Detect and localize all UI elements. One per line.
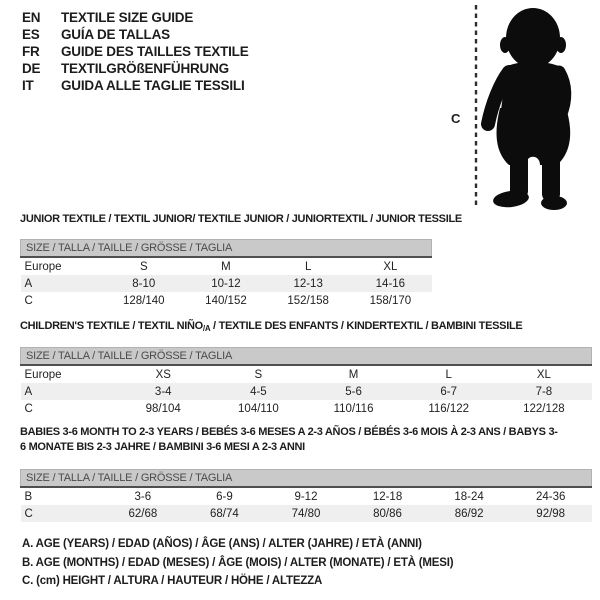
size-header-row [21, 240, 432, 258]
size-value: XL [383, 260, 398, 273]
language-code: IT [22, 78, 34, 93]
table-row [21, 487, 592, 505]
table-row [21, 383, 592, 400]
size-value: XS [155, 368, 171, 381]
size-value: 86/92 [428, 505, 510, 522]
size-value: 3-6 [134, 490, 152, 503]
size-value: 62/68 [102, 505, 184, 522]
row-label: C [24, 402, 33, 415]
section-title [20, 212, 462, 239]
baby-silhouette-icon [488, 8, 570, 210]
size-value: 68/74 [184, 505, 266, 522]
language-code: EN [22, 10, 41, 25]
size-value: 6-9 [216, 490, 233, 503]
size-header-row [21, 470, 592, 488]
size-value: 92/98 [510, 505, 592, 522]
size-value: 18-24 [454, 490, 484, 503]
guide-title: GUIDE DES TAILLES TEXTILE [61, 44, 249, 59]
size-value: 80/86 [347, 505, 429, 522]
size-value: M [348, 368, 359, 381]
size-table [20, 469, 592, 522]
size-value: 74/80 [265, 505, 347, 522]
size-table [20, 239, 432, 309]
footnote: A. AGE (YEARS) / EDAD (AÑOS) / ÂGE (ANS) / ALTER (JAHRE) / ETÀ (ANNI) [22, 538, 422, 550]
guide-title: GUÍA DE TALLAS [61, 27, 170, 42]
section-title-text: / TEXTILE DES ENFANTS / KINDERTEXTIL / BAMBINI TESSILE [210, 320, 523, 332]
size-section [20, 319, 592, 417]
language-row [22, 60, 249, 77]
size-value: S [139, 260, 148, 273]
size-value: 140/152 [205, 294, 247, 307]
size-value: 4-5 [211, 383, 306, 400]
size-section [20, 425, 592, 522]
size-value: 3-4 [116, 383, 211, 400]
row-label: C [21, 505, 103, 522]
size-value: L [445, 368, 452, 381]
section-title-text: BABIES 3-6 MONTH TO 2-3 YEARS / BEBÉS 3-6 MESES A 2-3 AÑOS / BÉBÉS 3-6 MOIS À 2-3 ANS / BABYS 3-6 MONATE BIS 2-3 JAHRE / BAMBINI 3-6 MESI A 2-3 ANNI [20, 426, 558, 453]
language-code: FR [22, 44, 40, 59]
table-row [21, 365, 592, 383]
language-title-list [22, 9, 249, 94]
footnote: C. (cm) HEIGHT / ALTURA / HAUTEUR / HÖHE / ALTEZZA [22, 575, 323, 587]
size-value: 128/140 [122, 294, 165, 307]
size-value: XL [536, 368, 551, 381]
language-row [22, 43, 249, 60]
baby-figure [440, 0, 600, 212]
size-value: 98/104 [145, 402, 181, 415]
footnotes [22, 535, 453, 591]
section-title-text: JUNIOR TEXTILE / TEXTIL JUNIOR/ TEXTILE JUNIOR / JUNIORTEXTIL / JUNIOR TESSILE [20, 213, 462, 225]
table-row [21, 400, 592, 417]
size-value: 24-36 [535, 490, 566, 503]
size-value: 116/122 [428, 402, 470, 415]
size-value: 10-12 [185, 275, 267, 292]
row-label: C [24, 294, 33, 307]
size-value: L [304, 260, 312, 273]
size-header-row [21, 348, 592, 366]
language-row [22, 9, 249, 26]
guide-title: GUIDA ALLE TAGLIE TESSILI [61, 78, 245, 93]
size-value: 152/158 [287, 294, 329, 307]
row-label: B [24, 490, 33, 503]
size-header-bar: SIZE / TALLA / TAILLE / GRÖSSE / TAGLIA [21, 240, 432, 258]
section-title-subscript: /A [202, 324, 211, 333]
row-label: Europe [24, 260, 62, 273]
size-value: 6-7 [401, 383, 496, 400]
size-header-bar: SIZE / TALLA / TAILLE / GRÖSSE / TAGLIA [21, 348, 592, 366]
table-row [21, 505, 592, 522]
language-row [22, 77, 249, 94]
section-title [20, 425, 560, 469]
size-value: 12-18 [372, 490, 403, 503]
language-code: ES [22, 27, 40, 42]
height-measure-label: C [451, 111, 461, 126]
language-code: DE [22, 61, 41, 76]
row-label: Europe [24, 368, 62, 381]
section-title-text: CHILDREN'S TEXTILE / TEXTIL NIÑO [20, 320, 203, 332]
row-label: A [21, 383, 116, 400]
size-value: 14-16 [349, 275, 431, 292]
baby-figure-svg [440, 0, 600, 212]
table-row [21, 257, 432, 275]
size-value: 5-6 [306, 383, 401, 400]
size-value: 12-13 [267, 275, 349, 292]
size-value: M [221, 260, 231, 273]
row-label: A [21, 275, 103, 292]
size-value: 9-12 [294, 490, 318, 503]
guide-title: TEXTILGRÖßENFÜHRUNG [61, 61, 229, 76]
size-value: 158/170 [369, 294, 412, 307]
table-row [21, 292, 432, 309]
size-value: 104/110 [238, 402, 279, 415]
table-row [21, 275, 432, 292]
size-value: 8-10 [103, 275, 185, 292]
size-value: 110/116 [333, 402, 374, 415]
size-section [20, 212, 462, 309]
size-header-bar: SIZE / TALLA / TAILLE / GRÖSSE / TAGLIA [21, 470, 592, 488]
section-title [20, 319, 592, 347]
guide-title: TEXTILE SIZE GUIDE [61, 10, 194, 25]
size-value: 7-8 [496, 383, 591, 400]
size-value: S [254, 368, 263, 381]
language-row [22, 26, 249, 43]
footnote: B. AGE (MONTHS) / EDAD (MESES) / ÂGE (MOIS) / ALTER (MONATE) / ETÀ (MESI) [22, 556, 454, 569]
size-value: 122/128 [523, 402, 565, 415]
size-table [20, 347, 592, 417]
